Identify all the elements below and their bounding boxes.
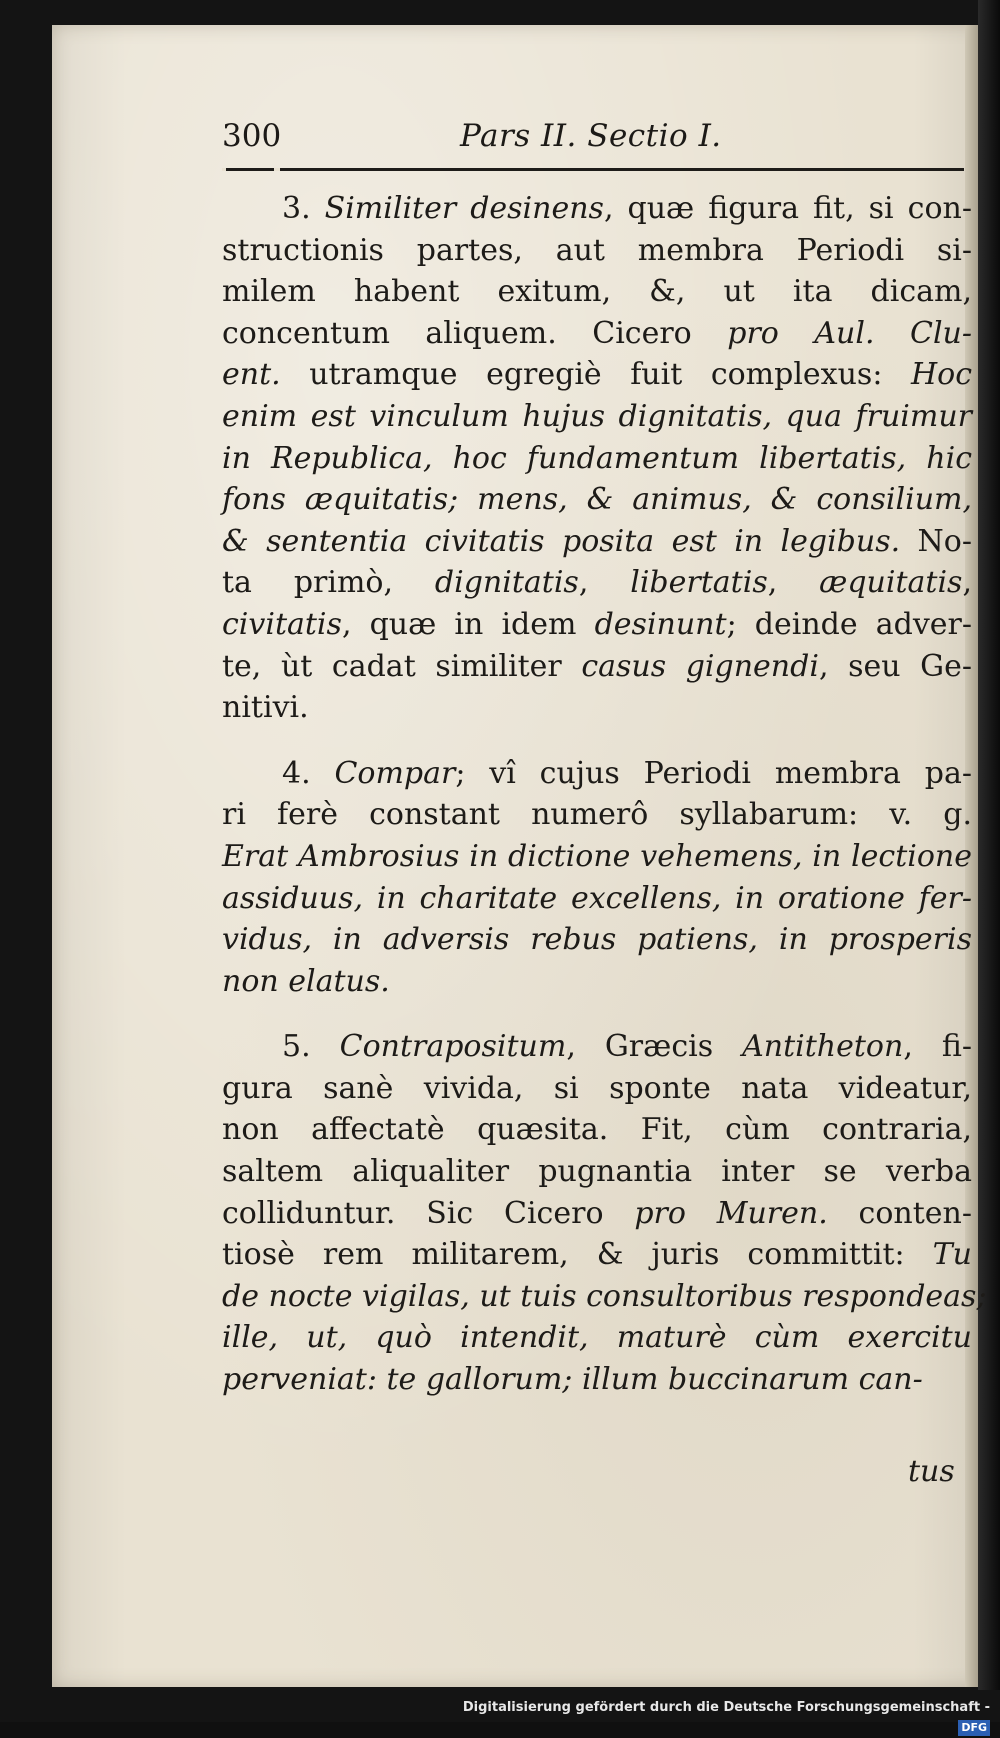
text-line bbox=[222, 836, 972, 878]
text-line bbox=[222, 794, 972, 836]
text-line bbox=[222, 562, 972, 604]
italic-run: non elatus. bbox=[222, 963, 390, 999]
catchword: tus bbox=[908, 1454, 955, 1489]
text-line bbox=[222, 1193, 972, 1235]
text-line bbox=[222, 753, 972, 795]
italic-run: casus gignendi bbox=[581, 648, 819, 684]
italic-run: æquitatis bbox=[819, 565, 963, 601]
text-line bbox=[222, 479, 972, 521]
text-line bbox=[222, 1026, 972, 1068]
text-run: , quæ in idem bbox=[341, 606, 595, 642]
text-run: ; vî cujus Periodi membra pa- bbox=[455, 755, 972, 791]
italic-run: vidus, in adversis rebus patiens, in prosperis bbox=[222, 922, 972, 958]
text-run: , bbox=[962, 565, 972, 601]
text-line bbox=[222, 878, 972, 920]
italic-run: dignitatis bbox=[434, 565, 579, 601]
text-run: non affectatè quæsita. Fit, cùm contraria, bbox=[222, 1112, 972, 1148]
text-line bbox=[222, 961, 972, 1003]
page-number: 300 bbox=[222, 118, 282, 154]
text-line bbox=[222, 1276, 987, 1318]
text-run: structionis partes, aut membra Periodi si- bbox=[222, 232, 972, 268]
text-run: saltem aliqualiter pugnantia inter se verba bbox=[222, 1154, 972, 1190]
text-run: colliduntur. Sic Cicero bbox=[222, 1195, 635, 1231]
text-run: , fi- bbox=[903, 1029, 972, 1065]
text-line bbox=[222, 1068, 972, 1110]
running-title: Pars II. Sectio I. bbox=[460, 118, 722, 154]
text-run: concentum aliquem. Cicero bbox=[222, 315, 728, 351]
italic-run: libertatis bbox=[630, 565, 768, 601]
text-run: , seu Ge- bbox=[818, 648, 972, 684]
rule-segment bbox=[226, 168, 274, 171]
running-head bbox=[222, 118, 782, 158]
italic-run: de nocte vigilas, ut tuis consultoribus respondeas; bbox=[222, 1278, 987, 1314]
text-line bbox=[222, 521, 972, 563]
text-run: te, ùt cadat similiter bbox=[222, 648, 582, 684]
text-run: utramque egregiè fuit complexus: bbox=[280, 357, 911, 393]
italic-run: perveniat: te gallorum; illum buccinarum can- bbox=[222, 1362, 923, 1398]
text-run: , Græcis bbox=[566, 1029, 743, 1065]
text-line bbox=[222, 313, 972, 355]
text-run: ; deinde adver- bbox=[726, 606, 973, 642]
italic-run: enim est vinculum hujus dignitatis, qua fruimur bbox=[222, 398, 972, 434]
text-line bbox=[222, 396, 972, 438]
italic-run: ille, ut, quò intendit, maturè cùm exercitu bbox=[222, 1320, 972, 1356]
italic-run: ent. bbox=[222, 357, 281, 393]
italic-run: Tu bbox=[932, 1237, 972, 1273]
italic-run: pro Muren. bbox=[634, 1195, 828, 1231]
italic-run: fons æquitatis; mens, & animus, & consilium, bbox=[222, 482, 972, 518]
text-line bbox=[222, 438, 972, 480]
italic-run: desinunt bbox=[594, 606, 727, 642]
text-line bbox=[222, 1109, 972, 1151]
text-line bbox=[222, 271, 972, 313]
italic-run: Hoc bbox=[910, 357, 972, 393]
dfg-logo: DFG bbox=[958, 1720, 990, 1736]
italic-run: civitatis bbox=[222, 606, 342, 642]
text-run: tiosè rem militarem, & juris committit: bbox=[222, 1237, 933, 1273]
text-line bbox=[222, 188, 972, 230]
header-rule bbox=[222, 168, 964, 171]
text-run: , bbox=[767, 565, 820, 601]
text-run: , quæ figura fit, si con- bbox=[603, 191, 972, 226]
text-run: 4. bbox=[282, 755, 335, 791]
text-run: nitivi. bbox=[222, 690, 309, 726]
credit-text: Digitalisierung gefördert durch die Deutsche Forschungsgemeinschaft - bbox=[462, 1700, 990, 1715]
italic-run: in Republica, hoc fundamentum libertatis, hic bbox=[222, 440, 972, 476]
text-run: , bbox=[578, 565, 631, 601]
text-line bbox=[222, 354, 972, 396]
paragraph-gap bbox=[222, 1002, 972, 1026]
paragraph bbox=[222, 188, 972, 729]
text-run: ta primò, bbox=[222, 565, 435, 601]
digitization-credit bbox=[430, 1698, 990, 1734]
italic-run: Erat Ambrosius in dictione vehemens, in lectione bbox=[222, 838, 972, 874]
text-line bbox=[222, 919, 972, 961]
italic-run: Contrapositum bbox=[339, 1029, 567, 1065]
paragraph bbox=[222, 753, 972, 1003]
italic-run: assiduus, in charitate excellens, in oratione fer- bbox=[222, 880, 972, 916]
italic-run: pro Aul. Clu- bbox=[727, 315, 972, 351]
body-text bbox=[222, 188, 987, 1401]
paragraph-gap bbox=[222, 729, 972, 753]
text-run: 3. bbox=[282, 191, 325, 226]
text-run: milem habent exitum, &, ut ita dicam, bbox=[222, 274, 972, 310]
text-line bbox=[222, 687, 972, 729]
text-line bbox=[222, 1234, 972, 1276]
text-line bbox=[222, 1151, 972, 1193]
text-run: conten- bbox=[827, 1195, 972, 1231]
italic-run: & sententia civitatis posita est in legibus. bbox=[222, 523, 901, 559]
text-line bbox=[222, 1359, 972, 1401]
text-line bbox=[222, 1317, 972, 1359]
text-line bbox=[222, 646, 972, 688]
text-run: ri ferè constant numerô syllabarum: v. g. bbox=[222, 797, 972, 833]
text-line bbox=[222, 230, 972, 272]
text-line bbox=[222, 604, 972, 646]
book-spine bbox=[978, 0, 1000, 1690]
text-run: 5. bbox=[282, 1029, 340, 1065]
text-run: gura sanè vivida, si sponte nata videatur, bbox=[222, 1070, 972, 1106]
paragraph bbox=[222, 1026, 987, 1400]
italic-run: Compar bbox=[334, 755, 456, 791]
text-run: No- bbox=[900, 523, 972, 559]
italic-run: Antitheton bbox=[742, 1029, 904, 1065]
italic-run: Similiter desinens bbox=[324, 191, 604, 226]
